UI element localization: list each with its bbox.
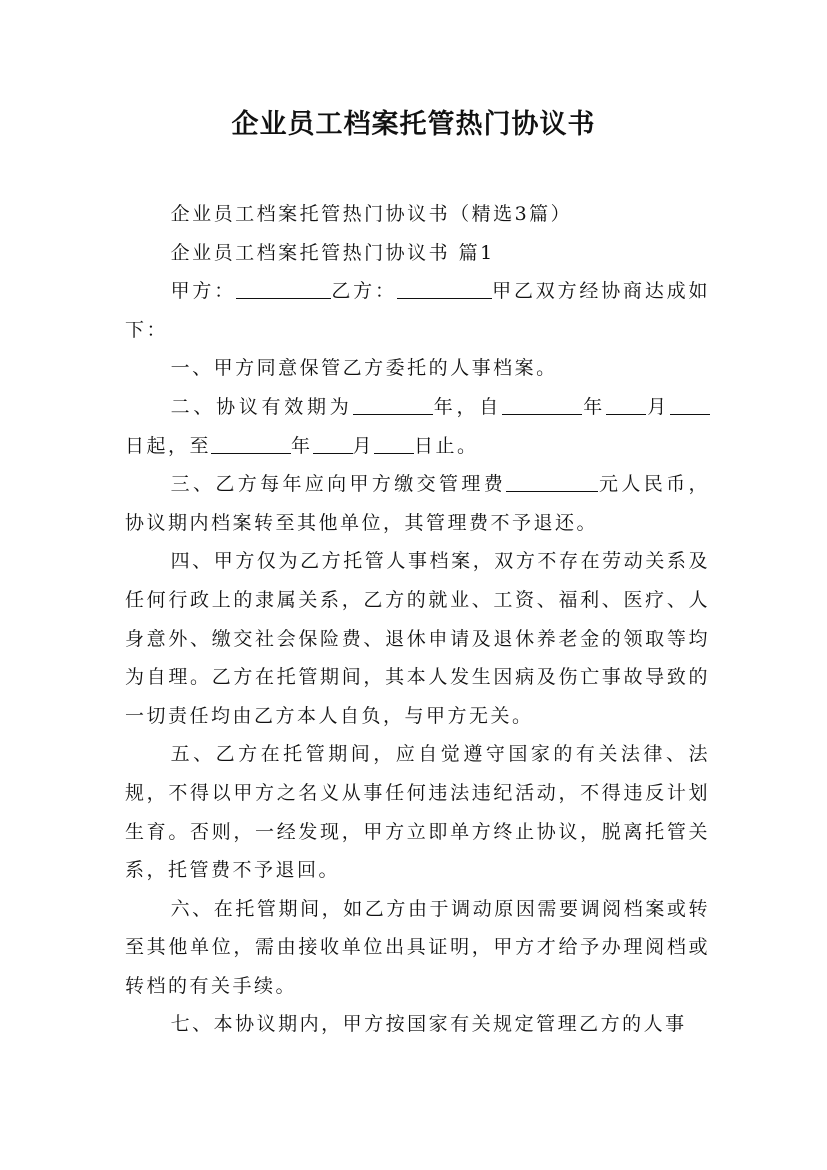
end-month-blank [313, 434, 353, 454]
start-day-blank [670, 395, 710, 415]
document-title: 企业员工档案托管热门协议书 [231, 109, 596, 140]
clause-2-text-a: 二、协议有效期为 [170, 395, 353, 418]
clause-2-text-g: 月 [352, 434, 375, 457]
start-month-blank [606, 395, 646, 415]
fee-blank [506, 472, 598, 492]
clause-2-text-d: 月 [645, 395, 670, 418]
clause-3-text-b: 元人民币，协议期内档案转至其他单位，其管理费不予退还。 [125, 473, 710, 534]
clause-7: 七、本协议期内，甲方按国家有关规定管理乙方的人事 [170, 1013, 687, 1036]
clause-3 [125, 465, 710, 542]
party-a-label: 甲方： [170, 280, 237, 303]
end-year-blank [211, 434, 291, 454]
clause-4: 四、甲方仅为乙方托管人事档案，双方不存在劳动关系及任何行政上的隶属关系，乙方的就业、工资、福利、医疗、人身意外、缴交社会保险费、退休申请及退休养老金的领取等均为自理。乙方在托管期间，其本人发生因病及伤亡事故导致的一切责任均由乙方本人自负，与甲方无关。 [125, 550, 710, 727]
clause-2-text-b: 年，自 [432, 395, 502, 418]
end-day-blank [374, 434, 414, 454]
clause-1: 一、甲方同意保管乙方委托的人事档案。 [170, 357, 558, 380]
parties-tail: 甲乙双方经协商达成如下： [125, 280, 710, 341]
clause-6: 六、在托管期间，如乙方由于调动原因需要调阅档案或转至其他单位，需由接收单位出具证明，甲方才给予办理阅档或转档的有关手续。 [125, 897, 710, 997]
document-body [125, 195, 710, 1044]
party-b-blank [397, 279, 492, 299]
clause-2-text-f: 年 [291, 434, 313, 457]
parties-line [125, 272, 710, 349]
clause-3-text-a: 三、乙方每年应向甲方缴交管理费 [170, 473, 507, 496]
party-b-label: 乙方： [331, 280, 397, 303]
start-year-blank [502, 395, 582, 415]
subtitle: 企业员工档案托管热门协议书（精选3篇） [170, 203, 573, 225]
part-title: 企业员工档案托管热门协议书 篇1 [170, 241, 495, 264]
clause-2 [125, 388, 710, 465]
clause-2-text-e: 日起，至 [125, 434, 212, 457]
party-a-blank [236, 279, 331, 299]
clause-5: 五、乙方在托管期间，应自觉遵守国家的有关法律、法规，不得以甲方之名义从事任何违法违纪活动，不得违反计划生育。否则，一经发现，甲方立即单方终止协议，脱离托管关系，托管费不予退回。 [125, 743, 710, 882]
clause-2-text-h: 日止。 [414, 434, 479, 457]
clause-2-text-c: 年 [582, 395, 606, 418]
validity-years-blank [353, 395, 433, 415]
